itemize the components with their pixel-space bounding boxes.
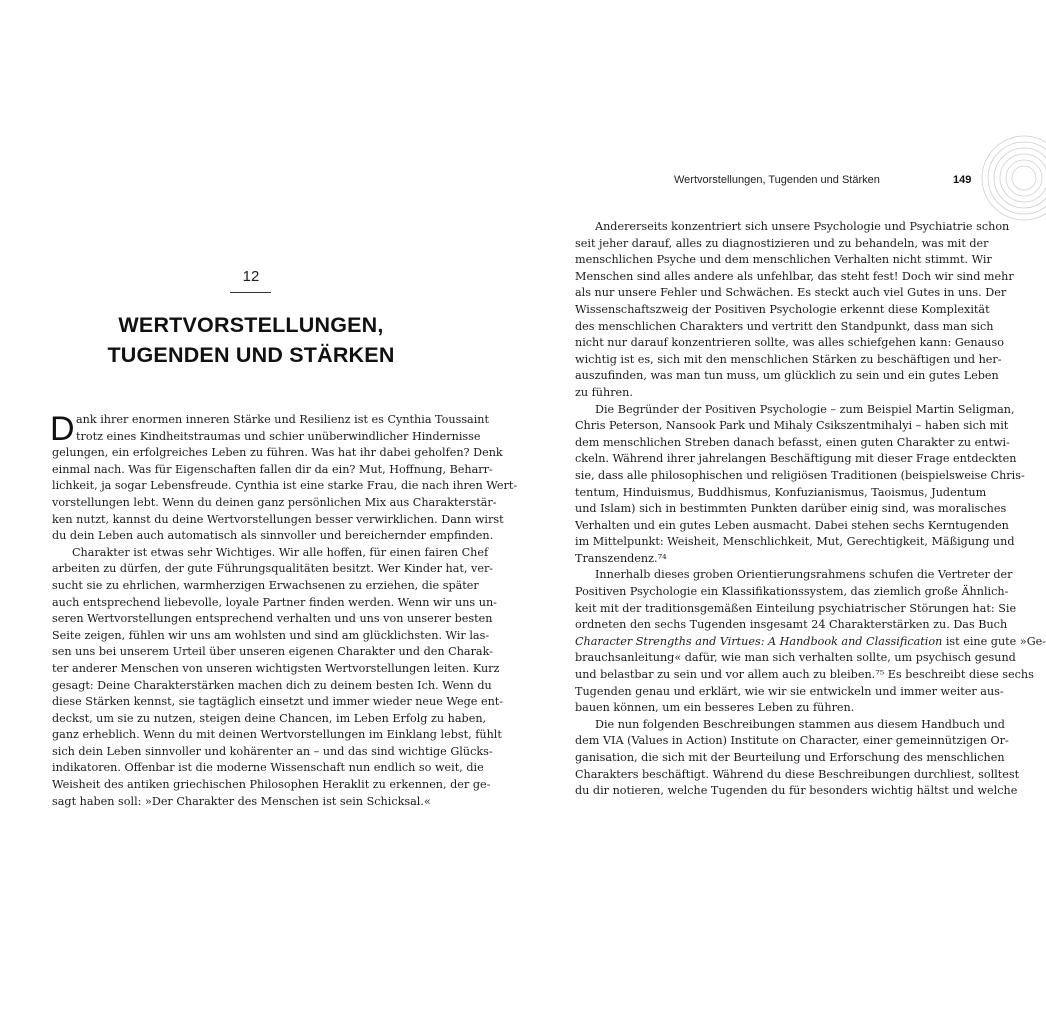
text-line: ordneten den sechs Tugenden insgesamt 24 Charakterstärken zu. Das Buch bbox=[575, 618, 1008, 632]
text-line bbox=[575, 634, 1046, 651]
text-line: gelungen, ein erfolgreiches Leben zu führen. Was hat ihr dabei geholfen? Denk bbox=[52, 446, 503, 460]
text-line: keit mit der traditionsgemäßen Einteilung psychiatrischer Störungen hat: Sie bbox=[575, 601, 1017, 615]
text-line: seren Wertvorstellungen entsprechend verhalten und uns von unserer besten bbox=[52, 612, 493, 626]
text-line: Tugenden genau und erklärt, wie wir sie entwickeln und immer weiter aus- bbox=[575, 684, 1004, 698]
text-line: ckeln. Während ihrer jahrelangen Beschäftigung mit dieser Frage entdeckten bbox=[575, 452, 1017, 466]
text-line: zu führen. bbox=[575, 385, 633, 399]
text-line: Verhalten und ein gutes Leben ausmacht. Dabei stehen sechs Kerntugenden bbox=[575, 518, 1009, 532]
text-line: lichkeit, ja sogar Lebensfreude. Cynthia ist eine starke Frau, die nach ihren Wert- bbox=[52, 479, 518, 493]
text-line: ank ihrer enormen inneren Stärke und Resilienz ist es Cynthia Toussaint bbox=[76, 413, 490, 426]
text-line: Menschen sind alles andere als unfehlbar, das steht fest! Doch wir sind mehr bbox=[575, 269, 1014, 283]
text-line: diese Stärken kennst, sie tagtäglich einsetzt und immer wieder neue Wege ent- bbox=[52, 695, 504, 709]
text-line: bauen können, um ein besseres Leben zu führen. bbox=[575, 701, 855, 715]
right-page bbox=[512, 0, 1046, 1024]
chapter-title-line: WERTVORSTELLUNGEN, bbox=[118, 313, 384, 337]
chapter-title bbox=[0, 310, 502, 370]
text-line: auszufinden, was man tun muss, um glücklich zu sein und ein gutes Leben bbox=[575, 369, 999, 383]
text-line: wichtig ist es, sich mit den menschlichen Stärken zu beschäftigen und her- bbox=[575, 352, 1002, 366]
text-line: Charakter ist etwas sehr Wichtiges. Wir alle hoffen, für einen fairen Chef bbox=[72, 545, 489, 559]
book-title: Character Strengths and Virtues: A Handbook and Classification bbox=[575, 634, 943, 648]
text-line: dem menschlichen Streben danach befasst, einen guten Charakter zu entwi- bbox=[575, 435, 1010, 449]
text-line: sen uns bei unserem Urteil über unseren eigenen Charakter und den Charak- bbox=[52, 645, 493, 659]
text-line: Andererseits konzentriert sich unsere Psychologie und Psychiatrie schon bbox=[595, 220, 1010, 233]
text-line: sich dein Leben sinnvoller und kohärenter an – und das sind wichtige Glücks- bbox=[52, 744, 493, 758]
text-line: vorstellungen lebt. Wenn du deinen ganz persönlichen Mix aus Charakterstär- bbox=[52, 495, 497, 509]
text-line: gesagt: Deine Charakterstärken machen dich zu deinem besten Ich. Wenn du bbox=[52, 678, 492, 692]
text-line: des menschlichen Charakters und vertritt den Standpunkt, dass man sich bbox=[575, 319, 994, 333]
text-line: Weisheit des antiken griechischen Philosophen Heraklit zu erkennen, der ge- bbox=[52, 778, 491, 792]
chapter-rule bbox=[230, 292, 271, 293]
text-line: dem VIA (Values in Action) Institute on Character, einer gemeinnützigen Or- bbox=[575, 734, 1009, 748]
text-line: Transzendenz.⁷⁴ bbox=[575, 551, 667, 565]
chapter-title-line: TUGENDEN UND STÄRKEN bbox=[107, 343, 395, 367]
text-line: und belastbar zu sein und vor allem auch zu bleiben.⁷⁵ Es beschreibt diese sechs bbox=[575, 668, 1034, 682]
running-header: Wertvorstellungen, Tugenden und Stärken bbox=[674, 174, 880, 186]
text-line: Seite zeigen, fühlen wir uns am wohlsten und sind am glücklichsten. Wir las- bbox=[52, 628, 490, 642]
text-line: tentum, Hinduismus, Buddhismus, Konfuzianismus, Taoismus, Judentum bbox=[575, 485, 987, 499]
text-line: sucht sie zu ehrlichen, warmherzigen Erwachsenen zu erziehen, die später bbox=[52, 578, 479, 592]
text-line: du dir notieren, welche Tugenden du für besonders wichtig hältst und welche bbox=[575, 784, 1018, 798]
text-line: Die nun folgenden Beschreibungen stammen aus diesem Handbuch und bbox=[595, 717, 1005, 731]
left-body-text bbox=[50, 410, 518, 810]
text-line: Chris Peterson, Nansook Park und Mihaly Csikszentmihalyi – haben sich mit bbox=[575, 419, 1009, 433]
left-page bbox=[0, 0, 518, 1024]
circle-swirl-icon bbox=[972, 132, 1024, 224]
text-line: brauchsanleitung« dafür, wie man sich verhalten sollte, um psychisch gesund bbox=[575, 651, 1016, 665]
drop-cap: D bbox=[50, 410, 75, 448]
text-fragment: ist eine gute »Ge- bbox=[942, 634, 1046, 648]
text-line: seit jeher darauf, alles zu diagnostizieren und zu behandeln, was mit der bbox=[575, 236, 989, 250]
text-line: arbeiten zu dürfen, der gute Führungsqualitäten besitzt. Wer Kinder hat, ver- bbox=[52, 562, 494, 576]
text-line: im Mittelpunkt: Weisheit, Menschlichkeit, Mut, Gerechtigkeit, Mäßigung und bbox=[575, 535, 1015, 549]
text-line: du dein Leben auch automatisch als sinnvoller und bereichernder empfinden. bbox=[52, 529, 494, 543]
text-line: Wissenschaftszweig der Positiven Psychologie erkennt diese Komplexität bbox=[575, 302, 990, 316]
text-line: Innerhalb dieses groben Orientierungsrahmens schufen die Vertreter der bbox=[595, 568, 1013, 582]
text-line: ganisation, die sich mit der Beurteilung und Erforschung des menschlichen bbox=[575, 751, 1005, 764]
text-line: deckst, um sie zu nutzen, steigen deine Chancen, im Leben Erfolg zu haben, bbox=[52, 711, 487, 725]
text-line: und Islam) sich in bestimmten Punkten darüber einig sind, was moralisches bbox=[575, 502, 1007, 516]
text-line: ganz erheblich. Wenn du mit deinen Wertvorstellungen im Einklang lebst, fühlt bbox=[52, 728, 502, 742]
text-line: als nur unsere Fehler und Schwächen. Es steckt auch viel Gutes in uns. Der bbox=[575, 286, 1007, 300]
text-line: menschlichen Psyche und dem menschlichen Verhalten nicht stimmt. Wir bbox=[575, 253, 992, 267]
text-line: Charakters beschäftigt. Während du diese Beschreibungen durchliest, solltest bbox=[575, 767, 1020, 781]
text-line: nicht nur darauf konzentrieren sollte, was alles schiefgehen kann: Genauso bbox=[575, 336, 1004, 350]
text-line: auch entsprechend liebevolle, loyale Partner finden werden. Wenn wir uns un- bbox=[52, 595, 497, 609]
text-line: einmal nach. Was für Eigenschaften fallen dir da ein? Mut, Hoffnung, Beharr- bbox=[52, 462, 493, 476]
chapter-number: 12 bbox=[242, 268, 260, 285]
text-line: trotz eines Kindheitstraumas und schier unüberwindlicher Hindernisse bbox=[76, 429, 481, 443]
right-body-text bbox=[575, 219, 1046, 800]
text-line: ter anderer Menschen von unseren wichtigsten Wertvorstellungen leiten. Kurz bbox=[52, 661, 500, 675]
text-line: sagt haben soll: »Der Charakter des Menschen ist sein Schicksal.« bbox=[52, 794, 431, 808]
page-number: 149 bbox=[953, 174, 972, 186]
text-line: indikatoren. Offenbar ist die moderne Wissenschaft nun endlich so weit, die bbox=[52, 761, 484, 775]
text-line: Die Begründer der Positiven Psychologie – zum Beispiel Martin Seligman, bbox=[595, 402, 1015, 416]
text-line: Positiven Psychologie ein Klassifikationssystem, das ziemlich große Ähnlich- bbox=[575, 585, 1009, 599]
text-line: sie, dass alle philosophischen und religiösen Traditionen (beispielsweise Chris- bbox=[575, 468, 1025, 482]
text-line: ken nutzt, kannst du deine Wertvorstellungen besser verwirklichen. Dann wirst bbox=[52, 512, 504, 526]
